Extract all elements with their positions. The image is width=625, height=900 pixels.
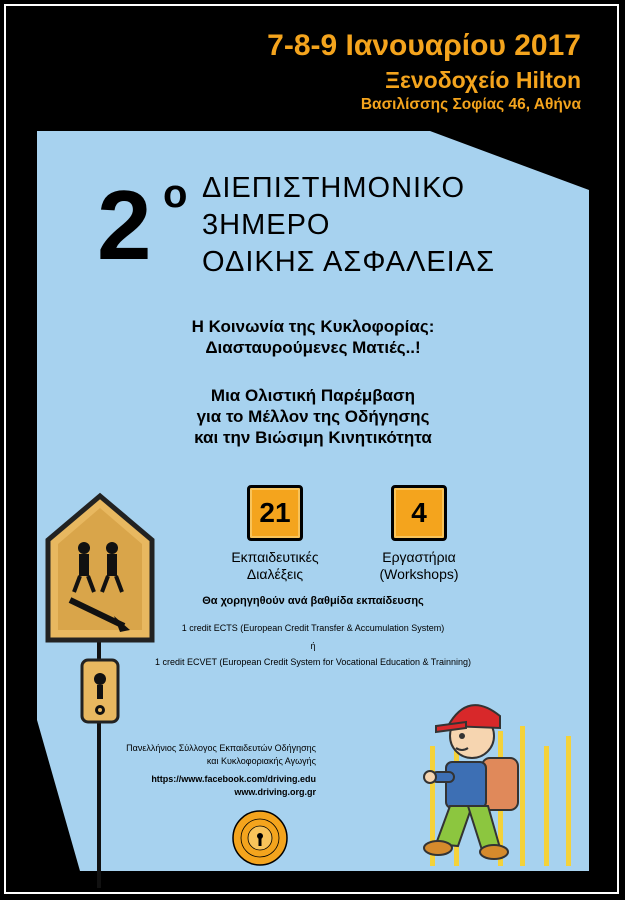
- event-address: Βασιλίσσης Σοφίας 46, Αθήνα: [360, 96, 581, 113]
- workshops-label: [359, 549, 479, 583]
- lectures-count-badge: 21: [247, 485, 303, 541]
- website-link[interactable]: www.driving.org.gr: [234, 787, 316, 797]
- workshops-count-badge: 4: [391, 485, 447, 541]
- organizer-line-1: Πανελλήνιος Σύλλογος Εκπαιδευτών Οδήγησης: [126, 743, 316, 753]
- mission-line-3: και την Βιώσιμη Κινητικότητα: [194, 428, 432, 447]
- title-line-2: 3ΗΜΕΡΟ: [202, 209, 331, 241]
- lectures-label-line-2: Διαλέξεις: [246, 566, 304, 582]
- theme-heading: [37, 316, 589, 358]
- lectures-label: [215, 549, 335, 583]
- workshops-label-line-2: (Workshops): [379, 566, 459, 582]
- theme-line-2: Διασταυρούμενες Ματιές..!: [205, 338, 421, 357]
- event-date: 7-8-9 Ιανουαρίου 2017: [267, 29, 581, 62]
- lectures-label-line-1: Εκπαιδευτικές: [231, 549, 319, 565]
- edition-number: 2: [97, 170, 152, 280]
- mission-line-1: Μια Ολιστική Παρέμβαση: [210, 386, 416, 405]
- ects-credit: 1 credit ECTS (European Credit Transfer & Accumulation System): [181, 623, 445, 633]
- title-line-3: ΟΔΙΚΗΣ ΑΣΦΑΛΕΙΑΣ: [202, 246, 496, 278]
- event-venue: Ξενοδοχείο Hilton: [385, 67, 581, 93]
- workshops-label-line-1: Εργαστήρια: [382, 549, 456, 565]
- theme-line-1: Η Κοινωνία της Κυκλοφορίας:: [191, 317, 435, 336]
- event-title: [202, 170, 495, 281]
- title-line-1: ΔΙΕΠΙΣΤΗΜΟΝΙΚΟ: [202, 172, 466, 204]
- organizer-line-2: και Κυκλοφοριακής Αγωγής: [206, 756, 316, 766]
- school-crossing-sign-icon: [40, 488, 160, 888]
- mission-heading: [37, 385, 589, 448]
- facebook-link[interactable]: https://www.facebook.com/driving.edu: [151, 774, 316, 784]
- credit-or: ή: [310, 641, 316, 651]
- ecvet-credit: 1 credit ECVET (European Credit System for Vocational Education & Trainning): [155, 657, 471, 667]
- mission-line-2: για το Μέλλον της Οδήγησης: [196, 407, 430, 426]
- association-logo-icon: [230, 808, 290, 868]
- child-with-backpack-illustration: [396, 676, 586, 876]
- edition-ordinal: ο: [163, 172, 188, 216]
- credits-note: Θα χορηγηθούν ανά βαθμίδα εκπαίδευσης: [202, 595, 424, 607]
